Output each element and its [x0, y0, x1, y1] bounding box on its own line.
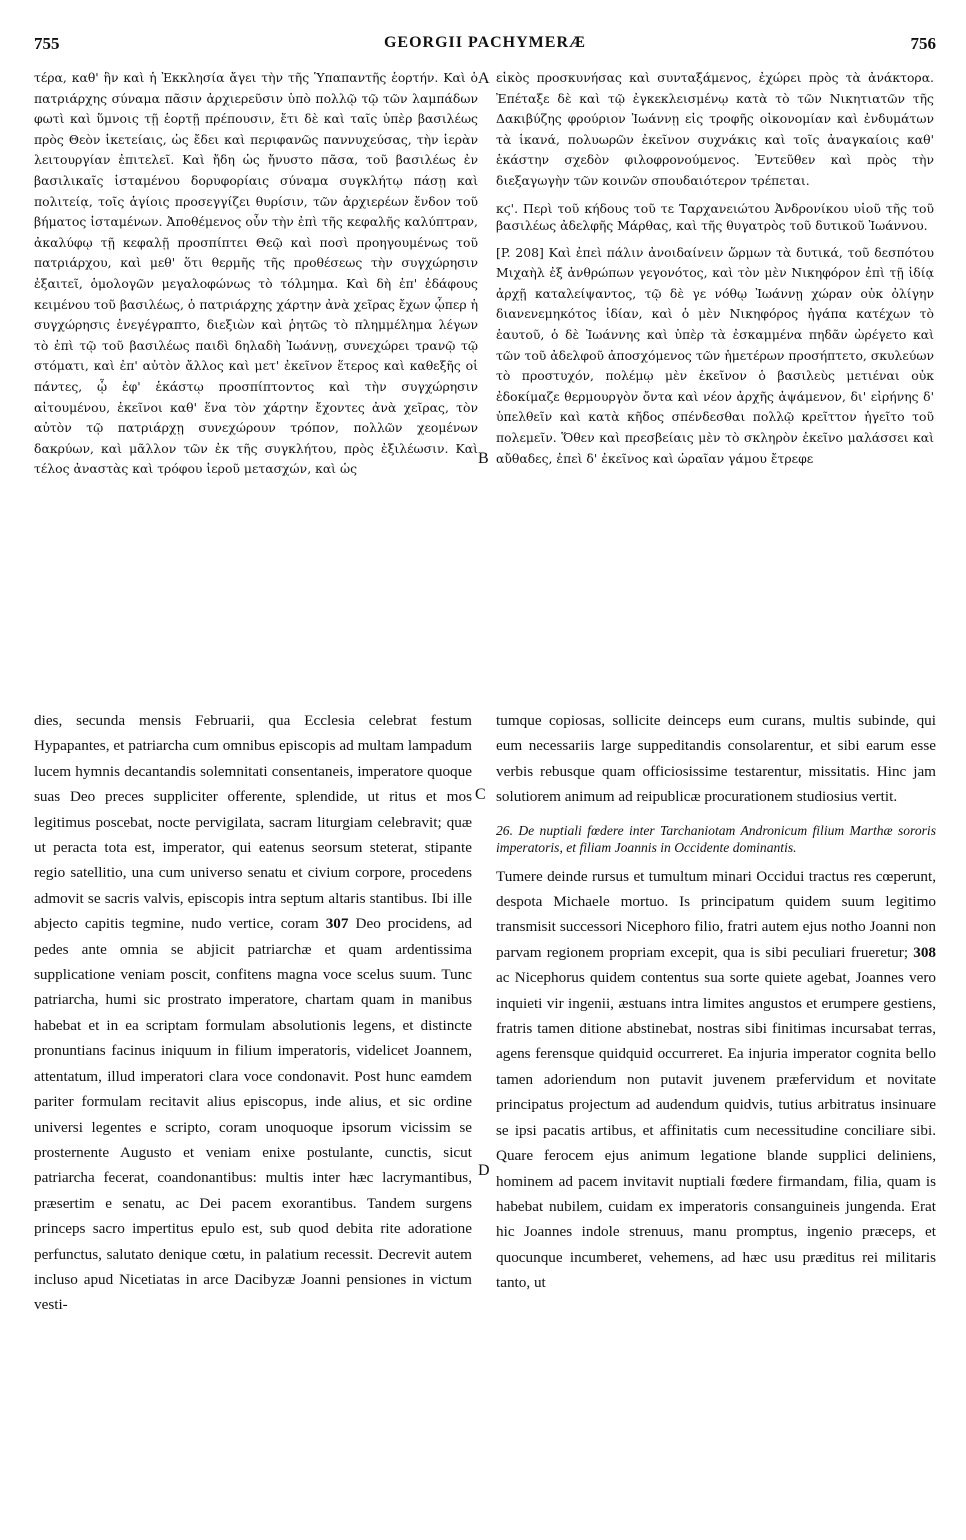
latin-chapter-heading: 26. De nuptiali fœdere inter Tarchaniotam Andronicum filium Marthæ sororis imperatoris, et filiam Joannis in Occidente dominantis.	[496, 822, 936, 855]
greek-column-right	[496, 68, 934, 469]
greek-paragraph: εἰκὸς προσκυνήσας καὶ συνταξάμενος, ἐχώρει πρὸς τὰ ἀνάκτορα. Ἐπέταξε δὲ καὶ τῷ ἐγκεκλεισμένῳ κατὰ τὸ τῶν Νικητιατῶν τῆς Δακιβύζης φρούριον Ἰωάννῃ εἰς τροφῆς οἰκονομίαν καὶ ἐνδυμάτων τὰ ἱκανά, πολυωρῶν ἐκεῖνον συχνάκις καὶ τοῖς ἀναγκαίοις καθ' ἑκάστην σχεδὸν φιλοφρονούμενος. Ἐντεῦθεν καὶ πρὸς τὴν διεξαγωγὴν τῶν κοινῶν σπουδαιότερον τρέπεται.	[496, 70, 934, 188]
marginal-page-number: 307	[325, 915, 349, 933]
running-title: GEORGII PACHYMERÆ	[383, 34, 587, 51]
page-number-right: 756	[910, 34, 936, 53]
latin-column-right	[496, 708, 936, 1296]
margin-letter-b: B	[478, 450, 489, 467]
latin-column-left	[34, 708, 472, 1318]
greek-column-left	[34, 68, 478, 480]
greek-paragraph: τέρα, καθ' ἣν καὶ ἡ Ἐκκλησία ἄγει τὴν τῆς Ὑπαπαντῆς ἑορτήν. Καὶ ὁ πατριάρχης σύναμα πᾶσιν ἀρχιερεῦσιν ὑπὸ πολλῷ τῷ τῶν λαμπάδων φωτὶ καὶ ὕμνοις τῇ ἑορτῇ πρέπουσιν, ἔτι δὲ καὶ ταῖς ὑπὲρ βασιλέως πρὸς Θεὸν ἱκετείαις, ὡς ἔδει καὶ περιφανῶς παννυχεύσας, τὴν ἱερὰν λειτουργίαν ἐπιτελεῖ. Καὶ ἤδη ὡς ἤνυστο πᾶσα, τοῦ βασιλέως ἐν βασιλικαῖς ἱσταμένου δορυφορίαις σύναμα συγκλήτῳ πάσῃ καὶ πολιτείᾳ, τοῖς ἁγίοις προσεγγίζει θυρίσιν, τῶν ἀρχιερέων ἔνδον τοῦ βήματος ἱσταμένων. Ἀποθέμενος οὖν τὴν ἐπὶ τῆς κεφαλῆς καλύπτραν, ἀκαλύφῳ τῇ κεφαλῇ προσπίπτει Θεῷ καὶ ποσὶ προηγουμένως τοῦ πατριάρχου, καὶ μεθ' ὅτι θερμῆς τῆς προθέσεως τὴν συγχώρησιν ἐξαιτεῖ, ὁμολογῶν μεγαλοφώνως τὸ τόλμημα. Καὶ δὴ ἐπ' ἐδάφους κειμένου τοῦ βασιλέως, ὁ πατριάρχης χάρτην ἀνὰ χεῖρας ἔχων ᾧπερ ἡ συγχώρησις ἐνεγέγραπτο, διεξιὼν καὶ ῥητῶς τὸ πλημμέλημα λέγων τὸ ἐπὶ τῷ τοῦ βασιλέως παιδὶ δηλαδὴ Ἰωάννῃ, συνεχώρει τρανῷ τῷ στόματι, καὶ ἐπ' αὐτὸν ἄλλος καὶ μετ' ἐκεῖνον ἕτερος καὶ καθεξῆς οἱ πάντες, ᾧ ἐφ' ἑκάστῳ προσπίπτοντος καὶ τὴν συγχώρησιν αἰτουμένου, ἐκεῖνοι καθ' ἕνα τὸν χάρτην ἔχοντες ἀνὰ χεῖρας, τὸν αὐτὸν τῷ πατριάρχῃ συνεχώρουν τρόπον, πολλῶν χεομένων δακρύων, καὶ μᾶλλον τῶν ἐκ τῆς συγκλήτου, πρὸς ἐξιλέωσιν. Καὶ τέλος ἀναστὰς καὶ τρόφου ἱεροῦ μετασχών, καὶ ὡς	[34, 70, 478, 477]
latin-paragraph: tumque copiosas, sollicite deinceps eum curans, multis subinde, qui eum necessariis large suppeditandis consolarentur, et sibi earum esse verbis rebusque quam officiosissime testarentur, missitatis. Hinc jam solutiorem animum ad reipublicæ procurationem studiosius vertit.	[496, 712, 936, 806]
greek-chapter-heading: κϛ'. Περὶ τοῦ κήδους τοῦ τε Ταρχανειώτου Ἀνδρονίκου υἱοῦ τῆς τοῦ βασιλέως ἀδελφῆς Μάρθας, καὶ τῆς θυγατρὸς τοῦ δυτικοῦ Ἰωάννου.	[496, 200, 934, 234]
page-header	[34, 34, 936, 58]
marginal-page-number: 308	[913, 943, 936, 961]
greek-paragraph: [P. 208] Καὶ ἐπεὶ πάλιν ἀνοιδαίνειν ὥρμων τὰ δυτικά, τοῦ δεσπότου Μιχαὴλ ἐξ ἀνθρώπων γεγονότος, καὶ τὸν μὲν Νικηφόρον ἐπὶ τῇ ἰδίᾳ ἀρχῇ καταλείψαντος, τῷ δὲ γε νόθῳ Ἰωάννῃ χώραν οὐκ ὀλίγην διανενεμηκότος ἰδίαν, καὶ ὁ μὲν Νικηφόρος ἠγάπα κατέχων τὸ ἑαυτοῦ, ὁ δὲ Ἰωάννης καὶ ὑπὲρ τὰ ἐσκαμμένα πηδᾶν ὠρέγετο καὶ τῶν τοῦ ἀδελφοῦ ἀποσχόμενος τῶν ἡμετέρων προσήπτετο, σκυλεύων τὸ προστυχόν, πολέμῳ μὲν ἐκεῖνον ὁ βασιλεὺς μετιέναι οὐκ ἐδοκίμαζε θερμουργὸν ὄντα καὶ νέον ἀρχῆς ἀψάμενον, δι' εἰρήνης δ' ὑπελθεῖν καὶ κατὰ κῆδος σπένδεσθαι πολλῷ κρεῖττον ἡγεῖτο τοῦ πολεμεῖν. Ὅθεν καὶ πρεσβείαις μὲν τὸ σκληρὸν ἐκεῖνο μαλάσσει καὶ αὔθαδες, ἐπεὶ δ' ἐκεῖνος καὶ ὡραῖαν γάμου ἔτρεφε	[496, 244, 934, 466]
latin-paragraph	[496, 864, 936, 1296]
latin-text: Deo procidens, ad pedes ante omnia se abjicit patriarchæ et quam ardentissima supplicatione veniam poscit, confitens magna voce scelus suum. Tunc patriarcha, humi sic prostrato imperatore, chartam quam in manibus habebat et in ea scriptam formulam absolutionis legens, et distincte pronuntians facinus iniquum in filium imperatoris, videlicet Joannem, attentatum, illud imperatori clara voce condonavit. Post hunc eamdem pariter formulam recitavit alius episcopus, inde alius, et sic ordine universi legentes e scripto, coram unoquoque ipsorum vicissim se prosternente Augusto et veniam enixe postulante, cunctis, sicut patriarcha fecerat, coandonantibus: multis inter hæc lacrymantibus, præsertim e senatu, ac Dei pacem exorantibus. Tandem surgens princeps sacro impertitus epulo est, sub quod debita rite adoratione perfunctus, salutato denique cœtu, in palatium recessit. Decrevit autem incluso apud Nicetiatas in arce Dacibyzæ Joanni pensiones in victum vesti-	[34, 915, 472, 1314]
latin-paragraph	[34, 708, 472, 1318]
latin-text: dies, secunda mensis Februarii, qua Ecclesia celebrat festum Hypapantes, et patriarcha cum omnibus episcopis ad multam lampadum lucem hymnis decantandis solemnitati consentaneis, imperatore quoque suas Deo preces suppliciter offerente, splendide, ut ritus et mos legitimus poscebat, nocte pervigilata, sacram liturgiam celebravit; quæ ut peracta tota est, imperator, qui eatenus seorsum steterat, stipante regio satellitio, una cum universo senatu et civium corpore, procedens admovit se sacris valvis, episcopis intra septum altaris stantibus. Ibi ille abjecto capitis tegmine, nudo vertice, coram	[34, 712, 472, 933]
margin-letter-c: C	[475, 786, 486, 803]
latin-text: ac Nicephorus quidem contentus sua sorte quiete agebat, Joannes vero inquieti vir ingenii, æstuans intra limites angustos et erumpere gestiens, fratris tamen ditione abstinebat, nostras sibi finitimas incursabat terras, agens ferensque quidquid occurreret. Ea injuria imperator cognita bello tamen adoriendum non putavit juvenem præfervidum et novitate principatus projectum ad audendum quidvis, tutius arbitratus insinuare se ipsi pacatis artibus, et affinitatis cum necessitudine conciliare sibi. Quare ferocem ejus animum legatione blande supplici deliniens, hominem ad pacem invitavit nuptiali fœdere firmandam, filia, quam is habebat nubilem, cuidam ex imperatoris consanguineis jungenda. Erat hic Joannes indole strenuus, manu promptus, ingenio præceps, et quocunque incumberet, vehemens, ad hæc usu præditus rei militaris tanto, ut	[496, 969, 936, 1292]
page-number-left: 755	[34, 34, 60, 53]
margin-letter-a: A	[478, 70, 490, 87]
latin-text: Tumere deinde rursus et tumultum minari Occidui tractus res cœperunt, despota Michaele mortuo. Is principatum quidem suum legitimo transmisit successori Nicephoro filio, fratri autem ejus notho Joanni non parvam regionem propriam excepit, qua is sibi peculiari frueretur;	[496, 867, 936, 961]
margin-letter-d: D	[478, 1162, 490, 1179]
